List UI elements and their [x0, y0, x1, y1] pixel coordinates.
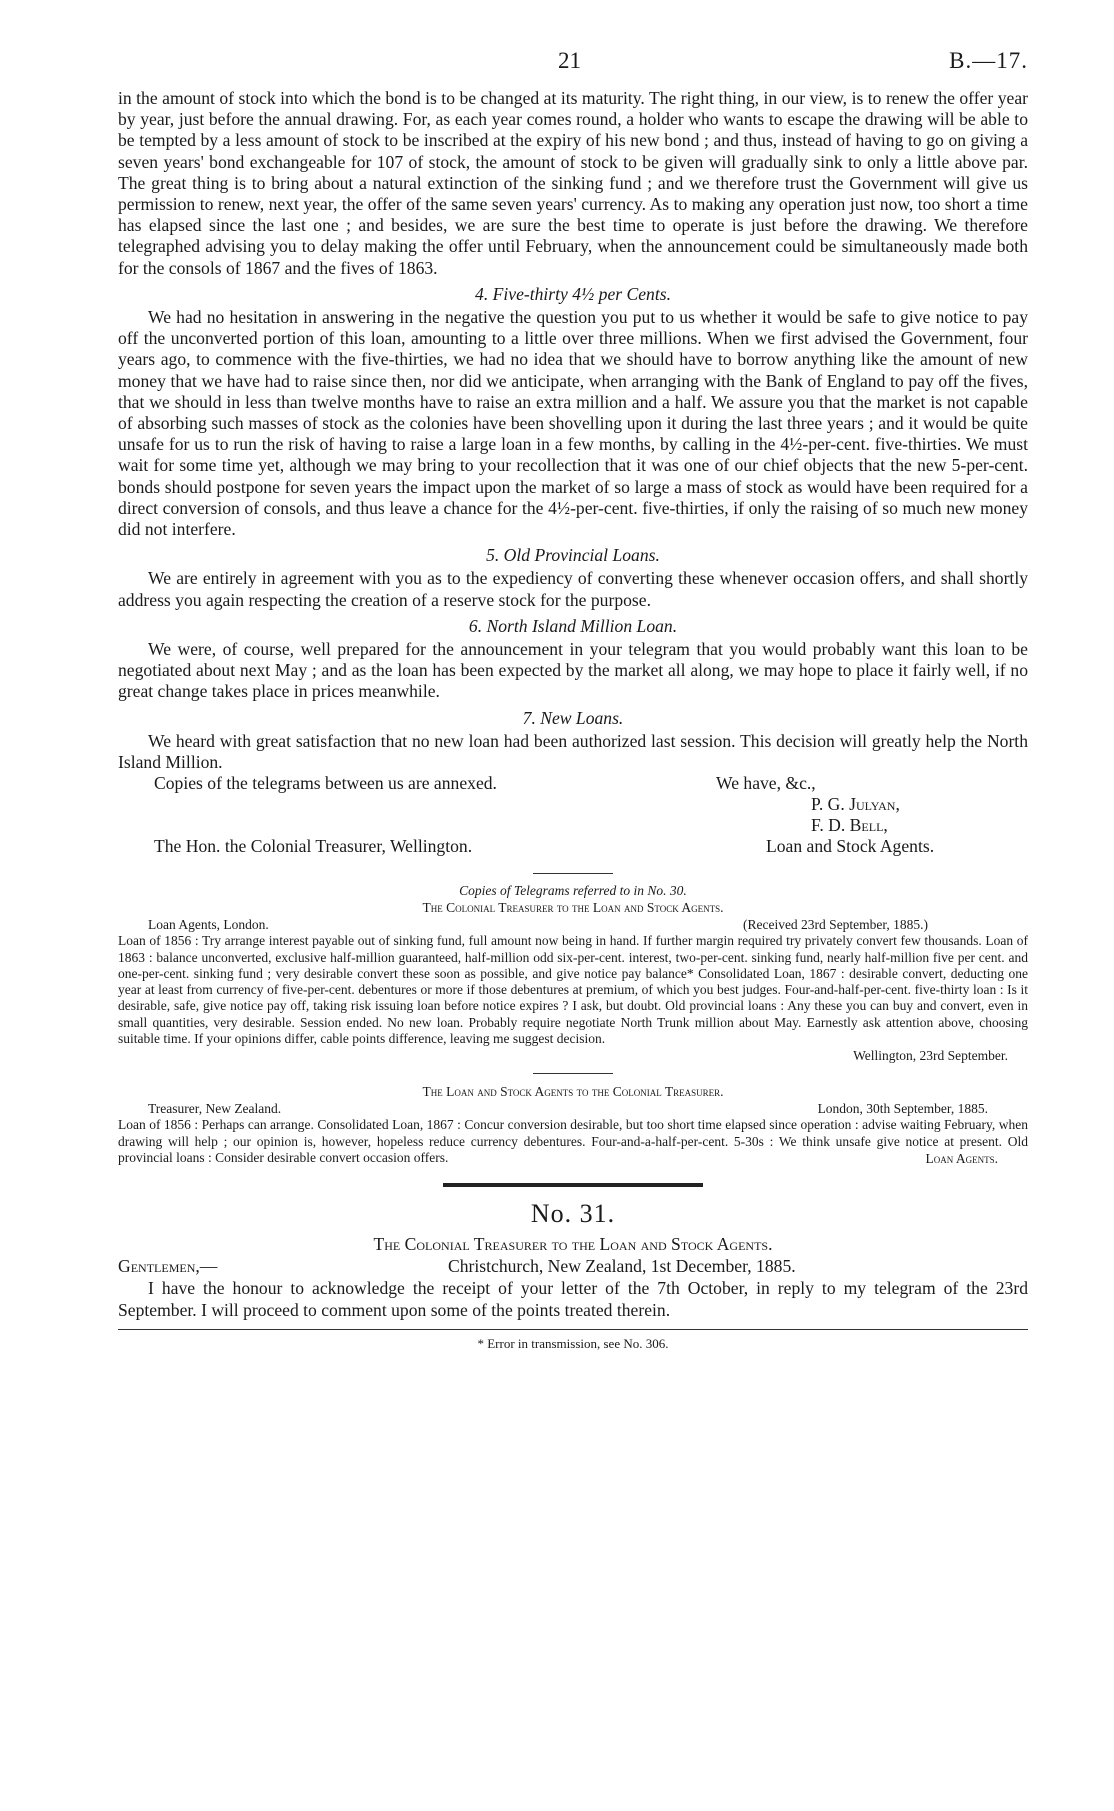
telegram-1-body: Loan of 1856 : Try arrange interest payable out of sinking fund, full amount now being in hand. If further margin required try privately convert few thousands. Loan of 1863 : balance unconverted, exclusive half-million guaranteed, half-million odd six-per-cent. interest, two-per-cent. sinking fund, nearly half-million five per cent. and one-per-cent. sinking fund ; very desirable convert these soon as possible, and give notice pay balance* Consolidated Loan, 1867 : desirable convert, deducting one year at least from currency of five-per-cent. debentures or more if those debentures at premium, of which you best judges. Four-and-half-per-cent. five-thirty loan : Is it desirable, safe, give notice pay off, taking risk issuing loan before notice expires ? I ask, but doubt. Old provincial loans : Any these you can buy and convert, even in small quantities, very desirable. Session ended. No new loan. Probably require negotiate North Trunk million about May. Earnestly ask attention above, choosing suitable time. If your opinions differ, cable points difference, leaving me suggest decision.	[118, 933, 1028, 1047]
paragraph-new-loans: We heard with great satisfaction that no new loan had been authorized last session. This decision will greatly help the North Island Million.	[118, 730, 1028, 773]
short-divider	[533, 1073, 613, 1074]
signatory-bell: F. D. Bell,	[811, 815, 888, 836]
letter-closing	[118, 773, 1028, 865]
telegram-2-signoff: Loan Agents.	[925, 1151, 998, 1167]
addressee: The Hon. the Colonial Treasurer, Wellington.	[154, 836, 473, 857]
telegram-1-address-row	[118, 916, 1028, 933]
telegrams-caption: Copies of Telegrams referred to in No. 30.	[459, 883, 687, 899]
telegram-1-to: Loan Agents, London.	[148, 917, 269, 933]
telegram-1-received: (Received 23rd September, 1885.)	[742, 917, 928, 933]
telegram-2-heading: The Loan and Stock Agents to the Colonial Treasurer.	[422, 1084, 724, 1100]
letter-number: No. 31.	[530, 1199, 616, 1229]
heading-north-island: 6. North Island Million Loan.	[468, 615, 678, 636]
copies-note: Copies of the telegrams between us are annexed.	[154, 773, 497, 794]
paragraph-north-island: We were, of course, well prepared for the announcement in your telegram that you would probably want this loan to be negotiated about next May ; and as the loan has been expected by the market all along, we may hope to place it fairly well, if no great change takes place in prices meanwhile.	[118, 639, 1028, 702]
letter-31-place-date: Christchurch, New Zealand, 1st December, 1885.	[448, 1256, 796, 1277]
signatory-title: Loan and Stock Agents.	[766, 836, 935, 857]
valediction: We have, &c.,	[716, 773, 816, 794]
telegram-2-address-row	[118, 1100, 1028, 1117]
paragraph-five-thirty: We had no hesitation in answering in the negative the question you put to us whether it would be safe to give notice to pay off the unconverted portion of this loan, amounting to a little over three millions. When we first advised the Government, four years ago, to commence with the five-thirties, we had no idea that we should have to borrow anything like the amount of new money that we have had to raise since then, nor did we anticipate, when arranging with the Bank of England to pay off the fives, that we should in less than twelve months have to raise an extra million and a half. We assure you that the market is not capable of absorbing such masses of stock as the colonies have been shovelling upon it during the last three years ; and it would be quite unsafe for us to run the risk of having to raise a large loan in a few months, by calling in the 4½-per-cent. five-thirties. We must wait for some time yet, although we may bring to your recollection that it was one of our chief objects that the new 5-per-cent. bonds should postpone for seven years the impact upon the market of so large a mass of stock as would have been required for a direct conversion of consols, and thus leave a chance for the 4½-per-cent. five-thirties, if only the raising of so much new money did not interfere.	[118, 307, 1028, 540]
page-number: 21	[558, 48, 581, 73]
paragraph-continuation: in the amount of stock into which the bond is to be changed at its maturity. The right thing, in our view, is to renew the offer year by year, just before the annual drawing. For, as each year comes round, a holder who wants to escape the drawing will be able to be tempted by a less amount of stock to be inscribed at the expiry of his new bond ; and thus, instead of having to go on giving a seven years' bond exchangeable for 107 of stock, the amount of stock to be given will gradually sink to only a little above par. The great thing is to bring about a natural extinction of the sinking fund ; and we therefore trust the Government will give us permission to renew, next year, the offer of the same seven years' currency. As to making any operation just now, too short a time has elapsed since the last one ; and besides, we are sure the best time to operate is just before the drawing. We therefore telegraphed advising you to delay making the offer until February, when the announcement could be simultaneously made both for the consols of 1867 and the fives of 1863.	[118, 88, 1028, 278]
letter-31-body: I have the honour to acknowledge the receipt of your letter of the 7th October, in reply to my telegram of the 23rd September. I will proceed to comment upon some of the points treated therein.	[118, 1278, 1028, 1321]
telegram-1-signoff-row	[118, 1047, 1028, 1064]
heading-five-thirty: 4. Five-thirty 4½ per Cents.	[475, 283, 671, 304]
document-page	[118, 48, 1028, 1352]
telegram-2-to: Treasurer, New Zealand.	[148, 1101, 282, 1117]
footnote: * Error in transmission, see No. 306.	[477, 1336, 669, 1352]
footnote-rule	[118, 1329, 1028, 1330]
short-divider	[533, 873, 613, 874]
telegram-1-signoff: Wellington, 23rd September.	[853, 1048, 1008, 1064]
signatory-julyan: P. G. Julyan,	[811, 794, 900, 815]
paragraph-old-provincial: We are entirely in agreement with you as to the expediency of converting these whenever occasion offers, and shall shortly address you again respecting the creation of a reserve stock for the purpose.	[118, 568, 1028, 610]
page-header	[118, 48, 1028, 88]
telegram-2-body: Loan of 1856 : Perhaps can arrange. Consolidated Loan, 1867 : Concur conversion desirable, but too short time elapsed since operation : advise waiting February, when drawing will help ; our opinion is, however, hopeless reduce currency debentures. Four-and-a-half-per-cent. 5-30s : We think unsafe give notice at present. Old provincial loans : Consider desirable convert occasion offers.	[118, 1117, 1028, 1165]
telegram-2-place-date: London, 30th September, 1885.	[817, 1101, 988, 1117]
letter-31-heading: The Colonial Treasurer to the Loan and Stock Agents.	[373, 1234, 773, 1255]
letter-31-salutation-row	[118, 1255, 1028, 1277]
letter-31-salutation: Gentlemen,—	[118, 1256, 218, 1277]
heading-old-provincial: 5. Old Provincial Loans.	[486, 545, 660, 566]
heading-new-loans: 7. New Loans.	[522, 707, 624, 728]
telegram-2-signoff-row	[118, 1150, 1028, 1167]
document-reference: B.—17.	[949, 48, 1028, 73]
telegram-1-heading: The Colonial Treasurer to the Loan and Stock Agents.	[422, 900, 724, 916]
section-divider	[443, 1183, 703, 1187]
